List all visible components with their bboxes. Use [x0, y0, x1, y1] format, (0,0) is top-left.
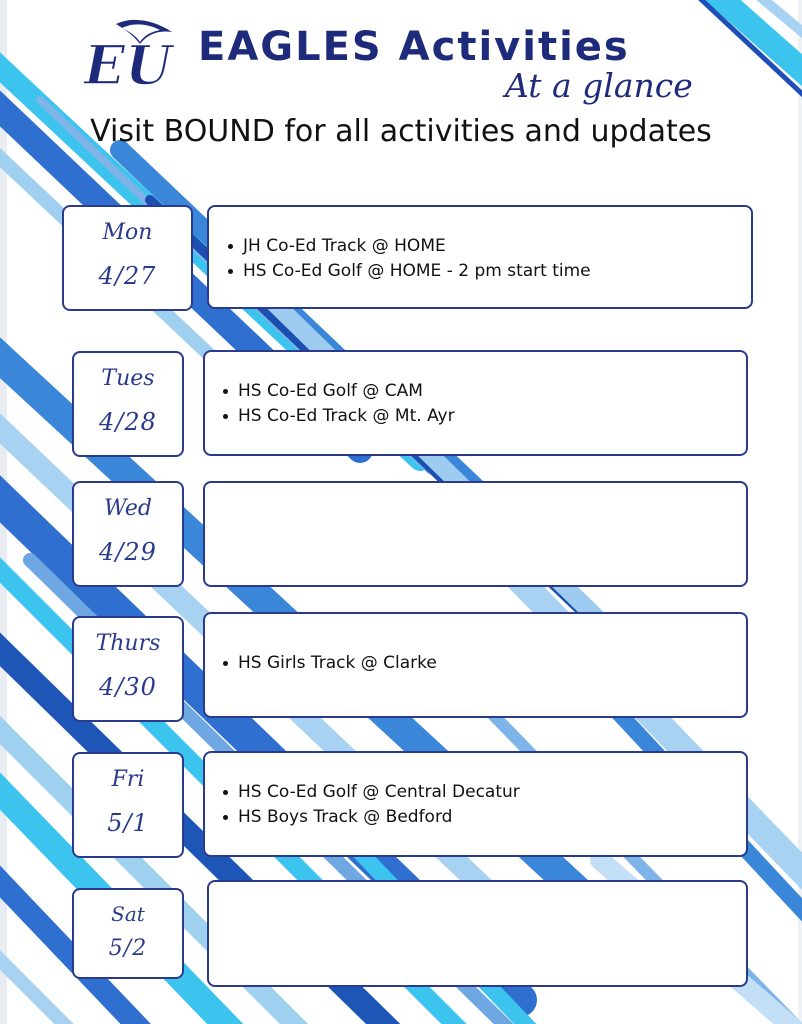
date-label: 5/2	[108, 936, 148, 961]
day-label: Wed	[104, 496, 152, 521]
event-list	[225, 234, 751, 284]
date-label: 4/30	[99, 673, 157, 701]
event-list	[220, 780, 746, 830]
date-card-fri	[72, 752, 184, 858]
eagles-logo	[82, 18, 174, 94]
date-label: 4/27	[98, 262, 157, 290]
date-card-tue	[72, 351, 184, 457]
date-card-sat	[72, 888, 184, 979]
event-card-tue	[203, 350, 748, 456]
day-label: Fri	[111, 767, 145, 792]
flyer-title: EAGLES Activities	[198, 24, 630, 70]
date-label: 4/28	[99, 408, 157, 436]
event-item: HS Co-Ed Track @ Mt. Ayr	[220, 404, 746, 429]
event-card-fri	[203, 751, 748, 857]
event-item: HS Boys Track @ Bedford	[220, 805, 746, 830]
date-card-mon	[62, 205, 193, 311]
day-label: Thurs	[95, 631, 161, 656]
event-item: HS Co-Ed Golf @ HOME - 2 pm start time	[225, 259, 751, 284]
date-label: 4/29	[99, 538, 157, 566]
flyer-tagline: Visit BOUND for all activities and updates	[90, 114, 712, 149]
event-card-thu	[203, 612, 748, 718]
event-card-sat	[207, 880, 748, 987]
event-card-mon	[207, 205, 753, 309]
date-card-thu	[72, 616, 184, 722]
svg-text:EU: EU	[84, 33, 173, 94]
date-card-wed	[72, 481, 184, 587]
event-item: HS Co-Ed Golf @ CAM	[220, 379, 746, 404]
event-item: JH Co-Ed Track @ HOME	[225, 234, 751, 259]
flyer-subtitle: At a glance	[505, 66, 693, 105]
day-label: Tues	[101, 366, 155, 391]
event-card-wed	[203, 481, 748, 587]
event-list	[220, 651, 746, 676]
day-label: Mon	[102, 220, 153, 245]
date-label: 5/1	[107, 809, 149, 837]
event-item: HS Girls Track @ Clarke	[220, 651, 746, 676]
event-list	[220, 379, 746, 429]
event-item: HS Co-Ed Golf @ Central Decatur	[220, 780, 746, 805]
day-label: Sat	[111, 902, 145, 926]
eagle-logo-icon	[82, 18, 174, 94]
